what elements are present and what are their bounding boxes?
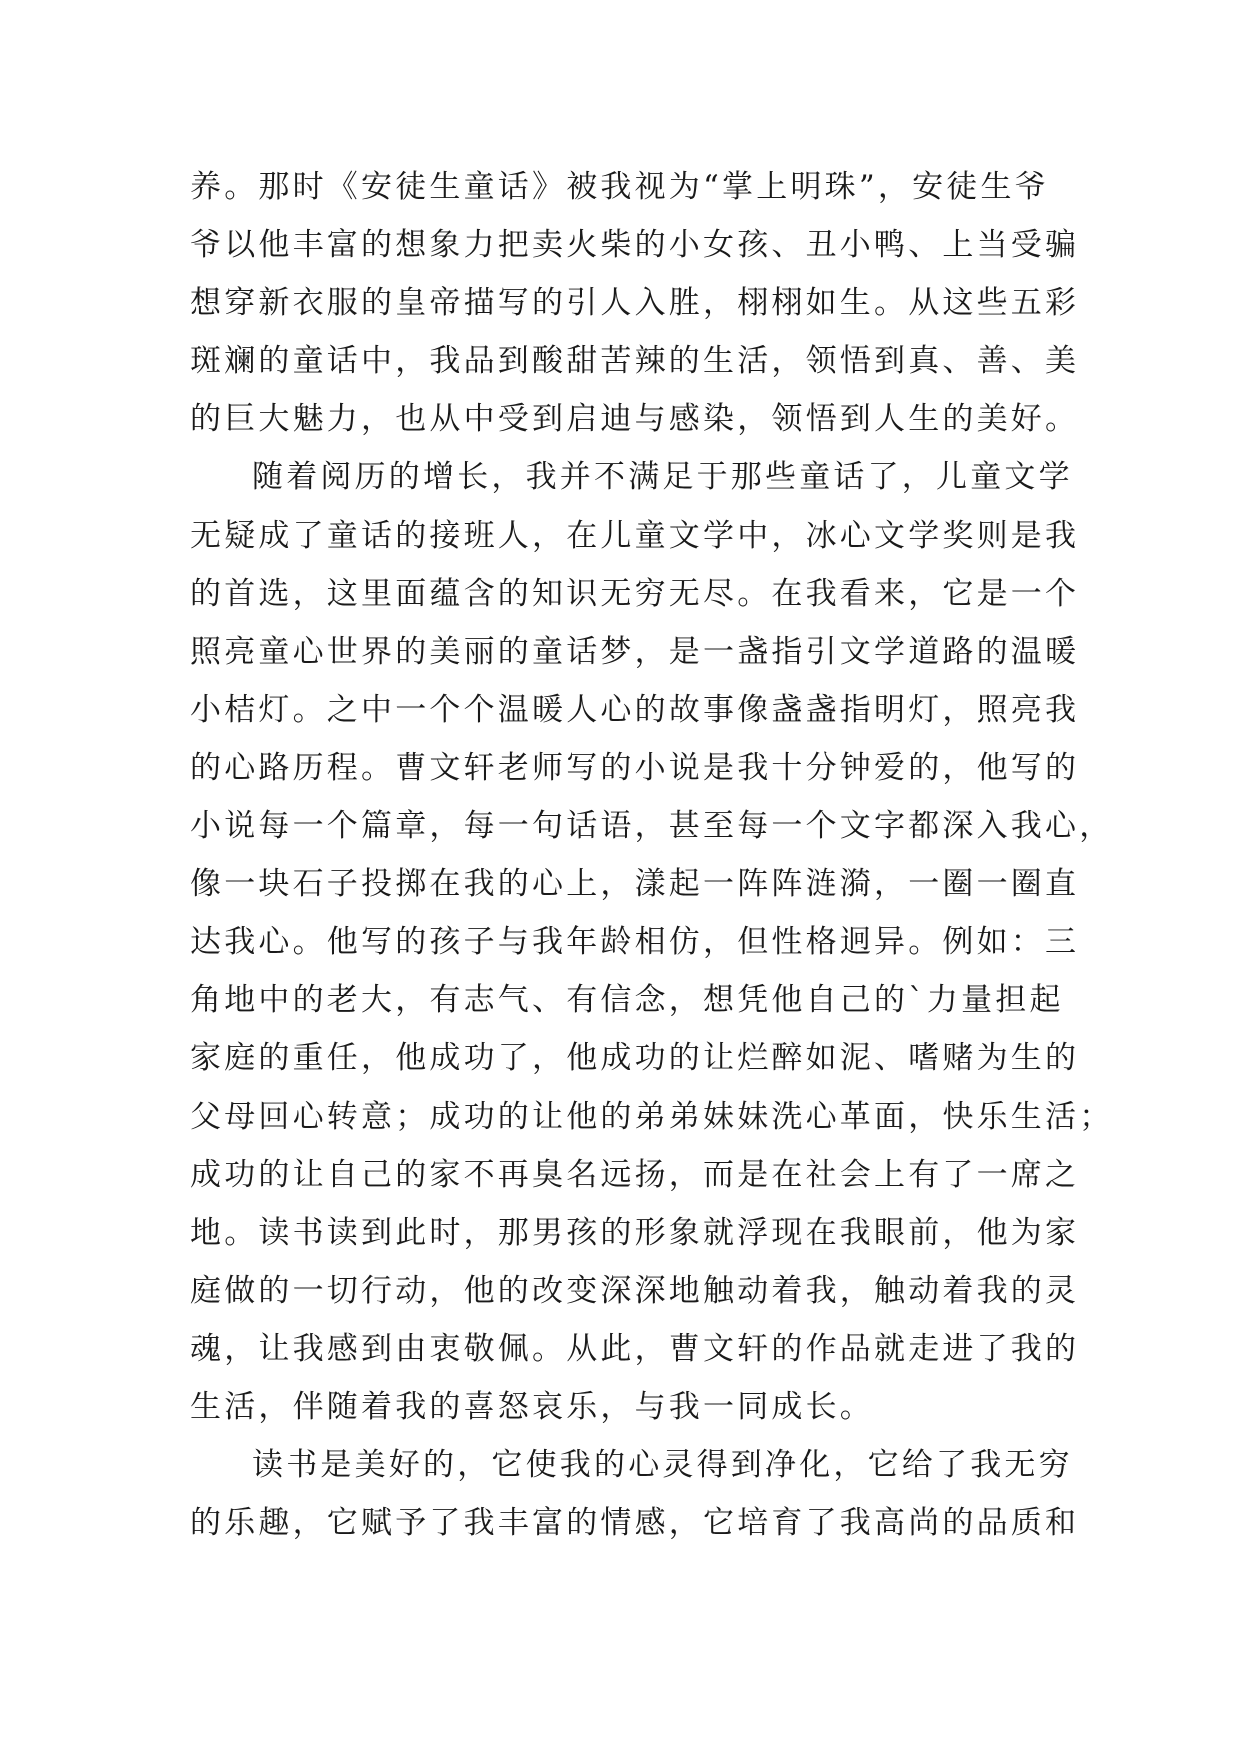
text-line: 地。读书读到此时，那男孩的形象就浮现在我眼前，他为家 [190, 1214, 1080, 1251]
paragraph-first-line: 读书是美好的，它使我的心灵得到净化，它给了我无穷 [252, 1447, 1073, 1484]
text-line: 的首选，这里面蕴含的知识无穷无尽。在我看来，它是一个 [190, 575, 1080, 612]
text-line: 像一块石子投掷在我的心上，漾起一阵阵涟漪，一圈一圈直 [190, 866, 1080, 903]
text-line: 生活，伴随着我的喜怒哀乐，与我一同成长。 [190, 1388, 874, 1425]
text-line: 的乐趣，它赋予了我丰富的情感，它培育了我高尚的品质和 [190, 1505, 1080, 1542]
text-line: 达我心。他写的孩子与我年龄相仿，但性格迥异。例如：三 [190, 924, 1080, 961]
paragraph-first-line: 随着阅历的增长，我并不满足于那些童话了，儿童文学 [252, 459, 1073, 496]
text-line: 小说每一个篇章，每一句话语，甚至每一个文字都深入我心， [190, 808, 1114, 845]
text-line: 小桔灯。之中一个个温暖人心的故事像盏盏指明灯，照亮我 [190, 691, 1080, 728]
text-line: 父母回心转意；成功的让他的弟弟妹妹洗心革面，快乐生活； [190, 1098, 1114, 1135]
text-line: 爷以他丰富的想象力把卖火柴的小女孩、丑小鸭、上当受骗 [190, 227, 1080, 264]
text-line: 斑斓的童话中，我品到酸甜苦辣的生活，领悟到真、善、美 [190, 343, 1080, 380]
text-line: 的巨大魅力，也从中受到启迪与感染，领悟到人生的美好。 [190, 401, 1080, 438]
text-line: 的心路历程。曹文轩老师写的小说是我十分钟爱的，他写的 [190, 749, 1080, 786]
text-line: 无疑成了童话的接班人，在儿童文学中，冰心文学奖则是我 [190, 517, 1080, 554]
text-line: 成功的让自己的家不再臭名远扬，而是在社会上有了一席之 [190, 1156, 1080, 1193]
text-line: 养。那时《安徒生童话》被我视为“掌上明珠”，安徒生爷 [190, 169, 1049, 205]
body-text [190, 158, 1114, 1552]
text-line: 角地中的老大，有志气、有信念，想凭他自己的`力量担起 [190, 982, 1064, 1019]
text-line: 魂，让我感到由衷敬佩。从此，曹文轩的作品就走进了我的 [190, 1330, 1080, 1367]
text-line: 照亮童心世界的美丽的童话梦，是一盏指引文学道路的温暖 [190, 633, 1080, 670]
text-line: 想穿新衣服的皇帝描写的引人入胜，栩栩如生。从这些五彩 [190, 285, 1080, 322]
text-line: 家庭的重任，他成功了，他成功的让烂醉如泥、嗜赌为生的 [190, 1040, 1080, 1077]
text-line: 庭做的一切行动，他的改变深深地触动着我，触动着我的灵 [190, 1272, 1080, 1309]
